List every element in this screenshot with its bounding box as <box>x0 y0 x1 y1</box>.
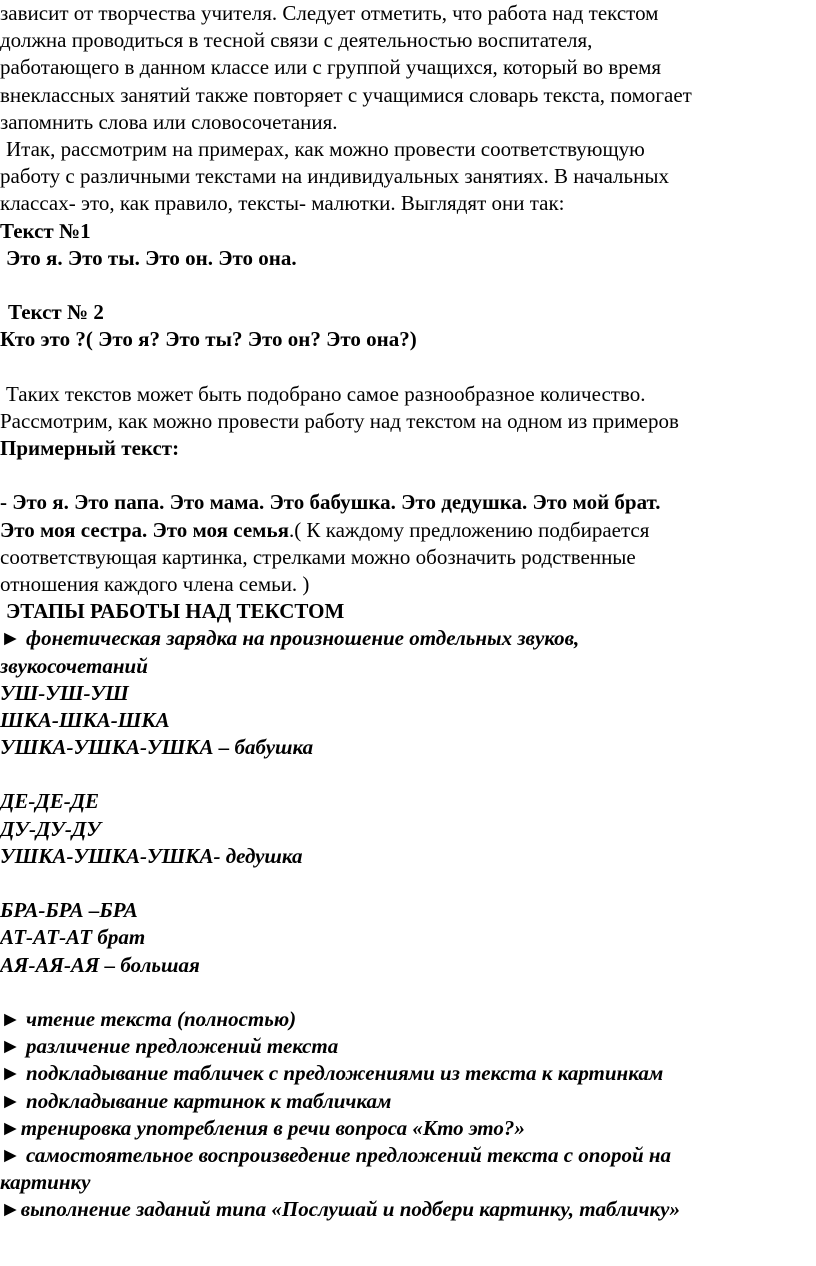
stage-item <box>0 1142 812 1169</box>
text2-heading: Текст № 2 <box>8 300 104 325</box>
intro-line: работающего в данном классе или с группой учащихся, который во время <box>0 55 662 80</box>
intro-line: запомнить слова или словосочетания. <box>0 109 338 134</box>
example-line: отношения каждого члена семьи. ) <box>0 571 310 596</box>
stage-item <box>0 1196 812 1223</box>
example-rest-part: .( К каждому предложению подбирается <box>288 517 650 542</box>
syllable-line: ДЕ-ДЕ-ДЕ <box>0 789 100 814</box>
syllable-line: ШКА-ШКА-ШКА <box>0 707 170 732</box>
example-line <box>0 517 812 544</box>
spacer <box>0 979 812 1006</box>
stage-text: подкладывание табличек с предложениями из текста к картинкам <box>26 1061 664 1086</box>
stage-item-continuation: картинку <box>0 1170 91 1195</box>
bullet-arrow-icon: ► <box>0 1142 21 1167</box>
intro-line: классах- это, как правило, тексты- малютки. Выглядят они так: <box>0 191 565 216</box>
bullet-arrow-icon: ► <box>0 1197 21 1222</box>
syllable-line: УШКА-УШКА-УШКА – бабушка <box>0 735 314 760</box>
spacer <box>0 761 812 788</box>
example-line: - Это я. Это папа. Это мама. Это бабушка. Это дедушка. Это мой брат. <box>0 490 661 515</box>
stage-text: самостоятельное воспроизведение предложений текста с опорой на <box>26 1142 672 1167</box>
stage-item <box>0 1033 812 1060</box>
intro-line: Итак, рассмотрим на примерах, как можно провести соответствующую <box>6 136 645 161</box>
spacer <box>0 272 812 299</box>
text1-heading: Текст №1 <box>0 218 91 243</box>
intro-line: зависит от творчества учителя. Следует отметить, что работа над текстом <box>0 1 659 25</box>
stage-item <box>0 625 812 652</box>
stage-text: подкладывание картинок к табличкам <box>26 1088 392 1113</box>
spacer <box>0 462 812 489</box>
text2-body: Кто это ?( Это я? Это ты? Это он? Это она?) <box>0 327 417 352</box>
syllable-line: БРА-БРА –БРА <box>0 898 138 923</box>
syllable-line: ДУ-ДУ-ДУ <box>0 816 101 841</box>
stage-text: фонетическая зарядка на произношение отдельных звуков, <box>26 626 580 651</box>
stage-item <box>0 1088 812 1115</box>
stage-item-continuation: звукосочетаний <box>0 653 148 678</box>
middle-line: Таких текстов может быть подобрано самое разнообразное количество. <box>6 381 646 406</box>
example-line: соответствующая картинка, стрелками можно обозначить родственные <box>0 544 636 569</box>
bullet-arrow-icon: ► <box>0 1088 21 1113</box>
bullet-arrow-icon: ► <box>0 1061 21 1086</box>
stage-text: выполнение заданий типа «Послушай и подбери картинку, табличку» <box>20 1197 680 1222</box>
spacer <box>0 353 812 380</box>
bullet-arrow-icon: ► <box>0 1034 21 1059</box>
example-heading: Примерный текст: <box>0 436 180 460</box>
stage-item <box>0 1060 812 1087</box>
middle-line: Рассмотрим, как можно провести работу над текстом на одном из примеров <box>0 408 679 433</box>
stage-item <box>0 1006 812 1033</box>
bullet-arrow-icon: ► <box>0 1115 21 1140</box>
intro-line: работу с различными текстами на индивидуальных занятиях. В начальных <box>0 164 669 189</box>
bullet-arrow-icon: ► <box>0 1006 21 1031</box>
bullet-arrow-icon: ► <box>0 626 21 651</box>
text1-body: Это я. Это ты. Это он. Это она. <box>6 245 297 270</box>
syllable-line: АЯ-АЯ-АЯ – большая <box>0 952 200 977</box>
spacer <box>0 870 812 897</box>
stages-heading: ЭТАПЫ РАБОТЫ НАД ТЕКСТОМ <box>6 599 345 624</box>
stage-item <box>0 1115 812 1142</box>
stage-text: чтение текста (полностью) <box>26 1006 297 1031</box>
stage-text: тренировка употребления в речи вопроса «Кто это?» <box>20 1115 525 1140</box>
example-bold-part: Это моя сестра. Это моя семья <box>0 517 289 542</box>
syllable-line: УШКА-УШКА-УШКА- дедушка <box>0 843 303 868</box>
syllable-line: УШ-УШ-УШ <box>0 680 129 705</box>
intro-line: должна проводиться в тесной связи с деятельностью воспитателя, <box>0 28 593 53</box>
stage-text: различение предложений текста <box>26 1034 339 1059</box>
intro-line: внеклассных занятий также повторяет с учащимися словарь текста, помогает <box>0 82 692 107</box>
syllable-line: АТ-АТ-АТ брат <box>0 925 146 950</box>
